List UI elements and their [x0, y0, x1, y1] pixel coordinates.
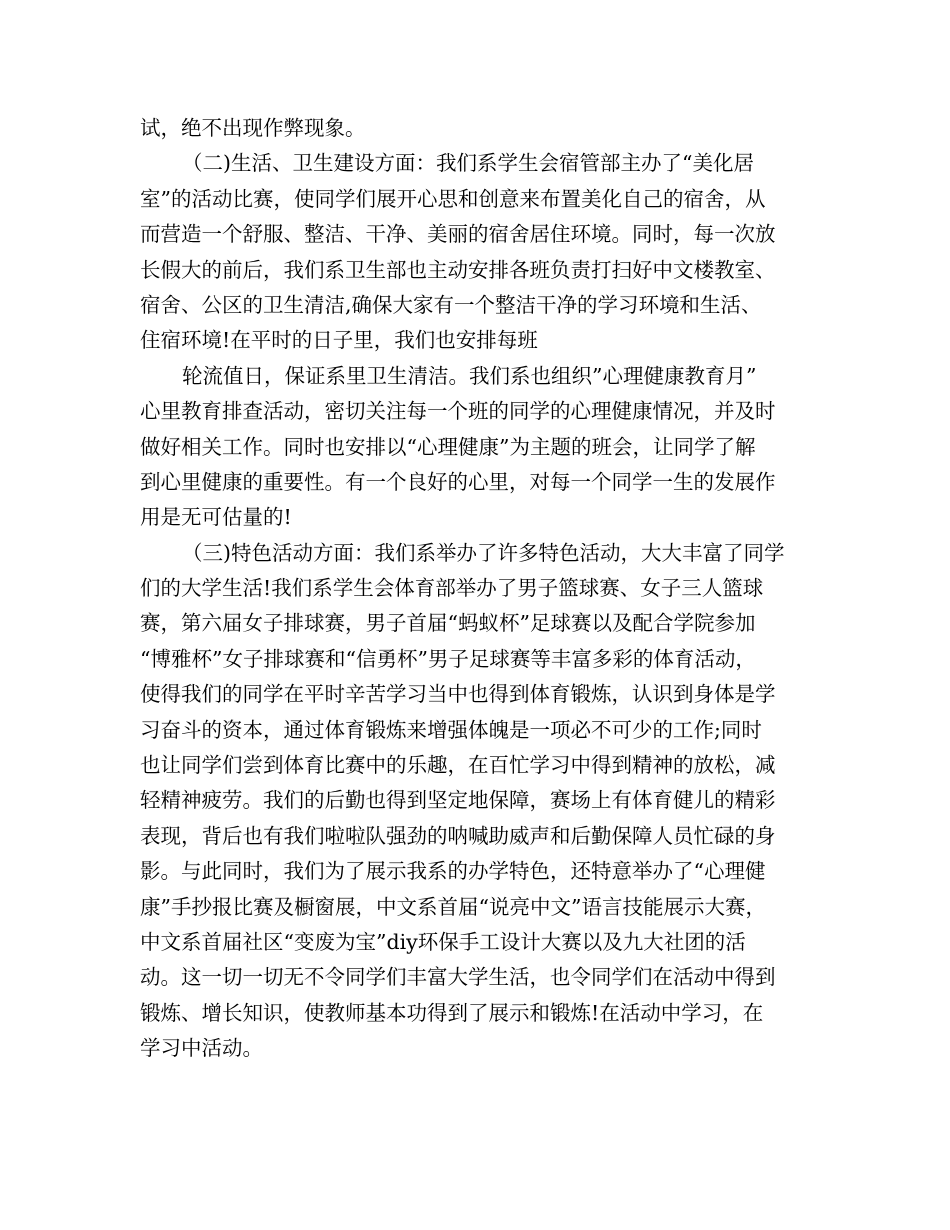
text-line: 康”手抄报比赛及橱窗展，中文系首届“说亮中文”语言技能展示大赛， [140, 894, 766, 919]
text-line: 宿舍、公区的卫生清洁,确保大家有一个整洁干净的学习环境和生活、 [140, 292, 762, 317]
text-line: 动。这一切一切无不令同学们丰富大学生活，也令同学们在活动中得到 [140, 965, 776, 990]
text-line: “博雅杯”女子排球赛和“信勇杯”男子足球赛等丰富多彩的体育活动， [140, 646, 756, 671]
text-line: 影。与此同时，我们为了展示我系的办学特色，还特意举办了“心理健 [140, 859, 766, 884]
text-line: 住宿环境!在平时的日子里，我们也安排每班 [140, 328, 538, 353]
text-line: 而营造一个舒服、整洁、干净、美丽的宿舍居住环境。同时，每一次放 [140, 222, 776, 247]
text-line: 长假大的前后，我们系卫生部也主动安排各班负责打扫好中文楼教室、 [140, 257, 776, 282]
text-line: 做好相关工作。同时也安排以“心理健康”为主题的班会，让同学了解 [140, 434, 756, 459]
text-line: 到心里健康的重要性。有一个良好的心里，对每一个同学一生的发展作 [140, 469, 776, 494]
text-line: 轮流值日，保证系里卫生清洁。我们系也组织”心理健康教育月” [182, 363, 757, 388]
text-line: 表现，背后也有我们啦啦队强劲的呐喊助威声和后勤保障人员忙碌的身 [140, 823, 776, 848]
body-text [140, 111, 820, 1067]
text-line: （二)生活、卫生建设方面：我们系学生会宿管部主办了“美化居 [182, 151, 754, 176]
text-line: 室”的活动比赛，使同学们展开心思和创意来布置美化自己的宿舍，从 [140, 186, 766, 211]
text-line: 轻精神疲劳。我们的后勤也得到坚定地保障，赛场上有体育健儿的精彩 [140, 788, 776, 813]
text-line: 试，绝不出现作弊现象。 [140, 116, 366, 140]
text-line: 心里教育排查活动，密切关注每一个班的同学的心理健康情况，并及时 [140, 399, 776, 424]
text-line: 们的大学生活!我们系学生会体育部举办了男子篮球赛、女子三人篮球 [140, 576, 764, 601]
text-line: （三)特色活动方面：我们系举办了许多特色活动，大大丰富了同学 [182, 540, 785, 565]
text-line: 中文系首届社区“变废为宝”diy环保手工设计大赛以及九大社团的活 [140, 929, 746, 954]
text-line: 学习中活动。 [140, 1036, 263, 1061]
text-line: 习奋斗的资本，通过体育锻炼来增强体魄是一项必不可少的工作;同时 [140, 717, 762, 742]
text-line: 锻炼、增长知识，使教师基本功得到了展示和锻炼!在活动中学习，在 [140, 1000, 764, 1025]
text-line: 赛，第六届女子排球赛，男子首届“蚂蚁杯”足球赛以及配合学院参加 [140, 611, 756, 636]
text-line: 也让同学们尝到体育比赛中的乐趣，在百忙学习中得到精神的放松，减 [140, 753, 776, 778]
text-line: 用是无可估量的! [140, 505, 292, 530]
text-line: 使得我们的同学在平时辛苦学习当中也得到体育锻炼，认识到身体是学 [140, 682, 776, 707]
